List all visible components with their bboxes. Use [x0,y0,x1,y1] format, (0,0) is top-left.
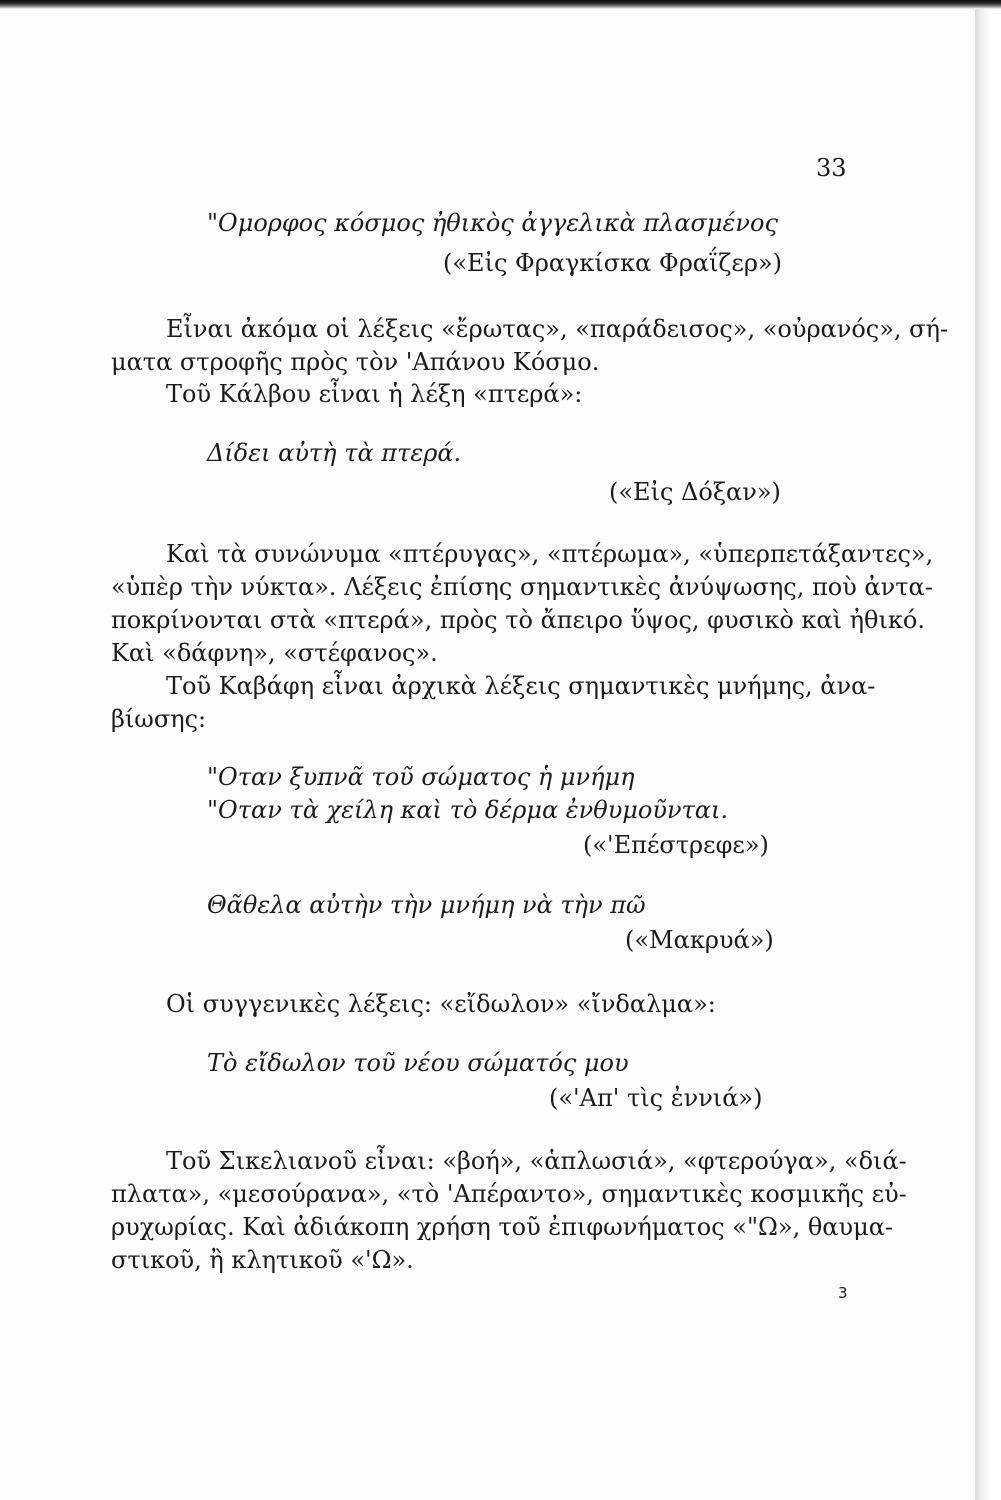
verse-line: Τὸ εἴδωλον τοῦ νέου σώματός μου [207,1049,629,1077]
prose-line: πλατα», «μεσούρανα», «τὸ 'Απέραντο», σημαντικὲς κοσμικῆς εὐ- [111,1180,907,1208]
verse-citation: («'Απ' τὶς ἐννιά») [549,1084,763,1112]
verse-citation: («Μακρυά») [625,926,774,954]
prose-line: «ὑπὲρ τὴν νύκτα». Λέξεις ἐπίσης σημαντικὲς ἀνύψωσης, ποὺ ἀντα- [111,573,933,601]
prose-line: ρυχωρίας. Καὶ ἀδιάκοπη χρήση τοῦ ἐπιφωνήματος «"Ω», θαυμα- [111,1213,894,1241]
verse-citation: («Εἰς Δόξαν») [609,478,781,506]
prose-line: Τοῦ Κάλβου εἶναι ἡ λέξη «πτερά»: [166,380,583,408]
prose-line: ματα στροφῆς πρὸς τὸν 'Απάνου Κόσμο. [111,348,600,376]
verse-line: "Οταν ξυπνᾶ τοῦ σώματος ἡ μνήμη [207,763,635,791]
prose-line: Τοῦ Καβάφη εἶναι ἀρχικὰ λέξεις σημαντικὲς μνήμης, ἀνα- [166,672,876,700]
prose-line: Τοῦ Σικελιανοῦ εἶναι: «βοή», «ἁπλωσιά», «φτερούγα», «διά- [166,1147,907,1175]
prose-line: Καὶ «δάφνη», «στέφανος». [111,639,438,667]
page-spine-shadow [975,0,1001,1500]
prose-line: Εἶναι ἀκόμα οἱ λέξεις «ἔρωτας», «παράδεισος», «οὐρανός», σή- [166,315,949,343]
verse-citation: («Εἰς Φραγκίσκα Φραΐζερ») [443,249,783,277]
verse-line: "Ομορφος κόσμος ἠθικὸς ἀγγελικὰ πλασμένος [207,209,778,237]
page-top-edge [0,0,1001,9]
prose-line: ποκρίνονται στὰ «πτερά», πρὸς τὸ ἄπειρο ὕψος, φυσικὸ καὶ ἠθικό. [111,606,925,634]
prose-line: βίωσης: [111,705,207,733]
verse-line: Θᾶθελα αὐτὴν τὴν μνήμη νὰ τὴν πῶ [207,891,646,919]
verse-line: "Οταν τὰ χείλη καὶ τὸ δέρμα ἐνθυμοῦνται. [207,796,729,824]
verse-line: Δίδει αὐτὴ τὰ πτερά. [207,439,462,467]
prose-line: Καὶ τὰ συνώνυμα «πτέρυγας», «πτέρωμα», «ὑπερπετάξαντες», [166,540,934,568]
prose-line: στικοῦ, ἢ κλητικοῦ «'Ω». [111,1246,414,1274]
page-number: 33 [816,154,847,182]
verse-citation: («'Επέστρεφε») [583,831,769,859]
prose-line: Οἱ συγγενικὲς λέξεις: «εἴδωλον» «ἴνδαλμα»: [166,990,716,1018]
signature-mark: 3 [838,1284,848,1302]
